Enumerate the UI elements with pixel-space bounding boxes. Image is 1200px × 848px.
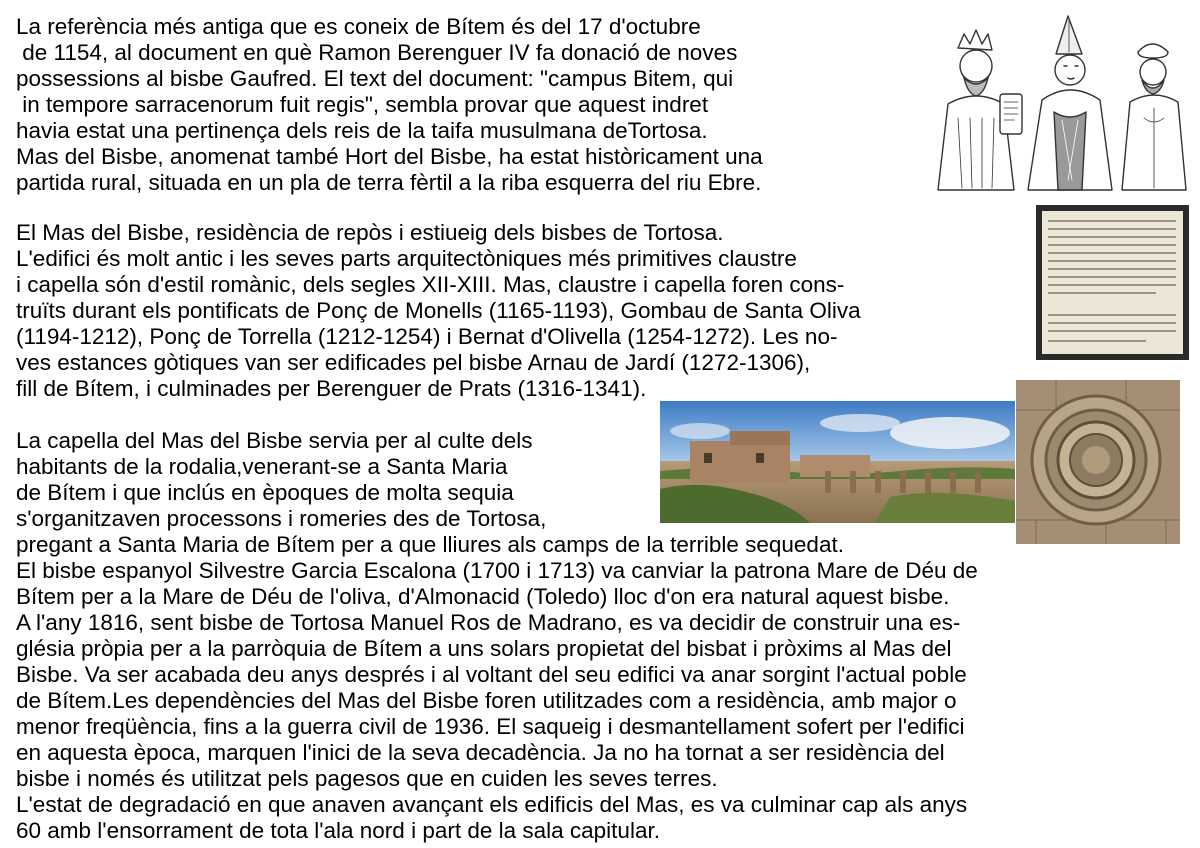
text-line: possessions al bisbe Gaufred. El text del document: "campus Bitem, qui	[16, 66, 734, 91]
text-line: L'estat de degradació en que anaven avançant els edificis del Mas, es va culminar cap als anys	[16, 792, 968, 817]
manuscript-photo	[1036, 205, 1189, 360]
text-line: La capella del Mas del Bisbe servia per al culte dels	[16, 428, 533, 453]
text-line: glésia pròpia per a la parròquia de Bítem a uns solars propietat del bisbat i pròxims al Mas del	[16, 636, 952, 661]
text-line: i capella són d'estil romànic, dels segles XII-XIII. Mas, claustre i capella foren cons-	[16, 272, 845, 297]
text-line: de 1154, al document en què Ramon Berenguer IV fa donació de noves	[16, 40, 738, 65]
illustration-sketch-figures	[918, 8, 1194, 194]
text-line: La referència més antiga que es coneix de Bítem és del 17 d'octubre	[16, 14, 701, 39]
text-line: truïts durant els pontificats de Ponç de Monells (1165-1193), Gombau de Santa Oliva	[16, 298, 861, 323]
text-line: de Bítem i que inclús en èpoques de molta sequia	[16, 480, 514, 505]
rose-window-photo	[1016, 380, 1180, 544]
text-line: El bisbe espanyol Silvestre Garcia Escalona (1700 i 1713) va canviar la patrona Mare de Déu de	[16, 558, 978, 583]
text-line: ves estances gòtiques van ser edificades pel bisbe Arnau de Jardí (1272-1306),	[16, 350, 811, 375]
text-line: in tempore sarracenorum fuit regis", sembla provar que aquest indret	[16, 92, 709, 117]
text-line: partida rural, situada en un pla de terra fèrtil a la riba esquerra del riu Ebre.	[16, 170, 762, 195]
text-line: Bítem per a la Mare de Déu de l'oliva, d'Almonacid (Toledo) lloc d'on era natural aquest bisbe.	[16, 584, 950, 609]
text-line: pregant a Santa Maria de Bítem per a que lliures als camps de la terrible sequedat.	[16, 532, 844, 557]
text-line: de Bítem.Les dependències del Mas del Bisbe foren utilitzades com a residència, amb major o	[16, 688, 957, 713]
panorama-photo	[660, 401, 1015, 523]
text-line: fill de Bítem, i culminades per Berenguer de Prats (1316-1341).	[16, 376, 647, 401]
text-line: 60 amb l'ensorrament de tota l'ala nord i part de la sala capitular.	[16, 818, 660, 843]
text-line: menor freqüència, fins a la guerra civil de 1936. El saqueig i desmantellament sofert per l'edifici	[16, 714, 965, 739]
text-line: Bisbe. Va ser acabada deu anys després i al voltant del seu edifici va anar sorgint l'actual poble	[16, 662, 967, 687]
text-line: El Mas del Bisbe, residència de repòs i estiueig dels bisbes de Tortosa.	[16, 220, 724, 245]
text-line: A l'any 1816, sent bisbe de Tortosa Manuel Ros de Madrano, es va decidir de construir una es-	[16, 610, 961, 635]
text-line: Mas del Bisbe, anomenat també Hort del Bisbe, ha estat històricament una	[16, 144, 763, 169]
text-line: havia estat una pertinença dels reis de la taifa musulmana deTortosa.	[16, 118, 708, 143]
text-line: habitants de la rodalia,venerant-se a Santa Maria	[16, 454, 508, 479]
text-line: L'edifici és molt antic i les seves parts arquitectòniques més primitives claustre	[16, 246, 797, 271]
text-line: bisbe i només és utilitzat pels pagesos que en cuiden les seves terres.	[16, 766, 718, 791]
text-line: (1194-1212), Ponç de Torrella (1212-1254) i Bernat d'Olivella (1254-1272). Les no-	[16, 324, 838, 349]
text-line: s'organitzaven processons i romeries des de Tortosa,	[16, 506, 547, 531]
text-line: en aquesta època, marquen l'inici de la seva decadència. Ja no ha tornat a ser residència del	[16, 740, 945, 765]
